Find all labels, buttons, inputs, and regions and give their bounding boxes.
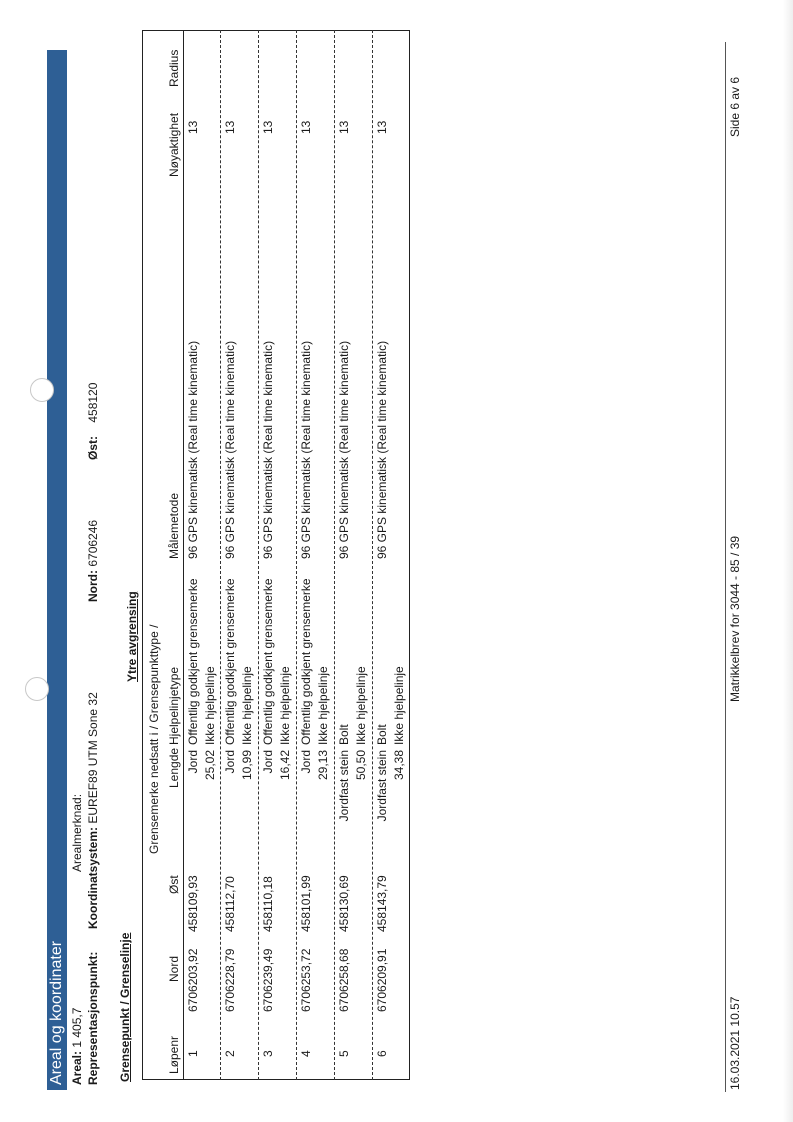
ost-value: 458120 bbox=[86, 382, 100, 423]
row6-type: Bolt bbox=[375, 724, 389, 745]
row3-type: Offentlig godkjent grensemerke bbox=[261, 578, 275, 745]
row2-lengde: 10,99 bbox=[240, 750, 254, 781]
ost-line bbox=[86, 383, 100, 460]
row1-hjelpelinje: Ikke hjelpelinje bbox=[203, 666, 217, 745]
col-header-nord: Nord bbox=[167, 955, 181, 982]
row4-nord: 6706253,72 bbox=[299, 948, 313, 1012]
row4-nedsatt: Jord bbox=[299, 750, 313, 774]
row5-type: Bolt bbox=[337, 724, 351, 745]
row4-hjelpelinje: Ikke hjelpelinje bbox=[316, 666, 330, 745]
row6-lopenr: 6 bbox=[375, 1050, 389, 1057]
row2-malemetode: 96 GPS kinematisk (Real time kinematic) bbox=[223, 340, 237, 559]
koordinatsystem-line bbox=[86, 692, 100, 929]
section-title: Areal og koordinater bbox=[48, 940, 65, 1085]
row-separator bbox=[296, 30, 297, 1080]
row3-nedsatt: Jord bbox=[261, 750, 275, 774]
row5-nedsatt: Jordfast stein bbox=[337, 750, 351, 822]
row6-ost: 458143,79 bbox=[375, 875, 389, 932]
row1-nedsatt: Jord bbox=[186, 750, 200, 774]
areal-line bbox=[70, 1008, 84, 1085]
row5-lengde: 50,50 bbox=[354, 750, 368, 781]
row3-noyaktighet: 13 bbox=[261, 120, 275, 134]
nord-value: 6706246 bbox=[86, 519, 100, 567]
col-header-radius: Radius bbox=[167, 49, 181, 87]
row3-ost: 458110,18 bbox=[261, 876, 275, 932]
row1-nord: 6706203,92 bbox=[186, 948, 200, 1012]
row3-lopenr: 3 bbox=[261, 1050, 275, 1057]
arealmerknad-label: Arealmerknad: bbox=[70, 793, 84, 872]
row6-noyaktighet: 13 bbox=[375, 120, 389, 134]
row-separator bbox=[258, 30, 259, 1080]
row3-malemetode: 96 GPS kinematisk (Real time kinematic) bbox=[261, 340, 275, 559]
row5-hjelpelinje: Ikke hjelpelinje bbox=[354, 666, 368, 745]
col-header-ost: Øst bbox=[167, 875, 181, 894]
row4-type: Offentlig godkjent grensemerke bbox=[299, 578, 313, 745]
row3-hjelpelinje: Ikke hjelpelinje bbox=[278, 666, 292, 745]
koordinatsystem-label: Koordinatsystem: bbox=[86, 826, 100, 929]
row6-nedsatt: Jordfast stein bbox=[375, 750, 389, 822]
col-header-lopenr: Løpenr bbox=[167, 1035, 181, 1074]
row1-ost: 458109,93 bbox=[186, 875, 200, 932]
row3-lengde: 16,42 bbox=[278, 750, 292, 781]
areal-label: Areal: bbox=[70, 1050, 84, 1085]
ytre-avgrensing-heading: Ytre avgrensing bbox=[125, 591, 139, 682]
row2-nedsatt: Jord bbox=[223, 750, 237, 774]
row6-malemetode: 96 GPS kinematisk (Real time kinematic) bbox=[375, 340, 389, 559]
row1-lengde: 25,02 bbox=[203, 750, 217, 781]
row1-lopenr: 1 bbox=[186, 1050, 200, 1057]
row-separator bbox=[372, 30, 373, 1080]
footer-timestamp: 16.03.2021 10.57 bbox=[728, 996, 742, 1090]
col-header-grense-line1: Grensemerke nedsatt i / Grensepunkttype / bbox=[147, 624, 161, 854]
row5-lopenr: 5 bbox=[337, 1050, 351, 1057]
section-title-bar bbox=[47, 50, 67, 1090]
row6-hjelpelinje: Ikke hjelpelinje bbox=[392, 666, 406, 745]
footer-page-number: Side 6 av 6 bbox=[728, 76, 742, 137]
row5-nord: 6706258,68 bbox=[337, 948, 351, 1012]
koordinatsystem-value: EUREF89 UTM Sone 32 bbox=[86, 692, 100, 824]
row1-type: Offentlig godkjent grensemerke bbox=[186, 578, 200, 745]
row3-nord: 6706239,49 bbox=[261, 948, 275, 1012]
nord-line bbox=[86, 520, 100, 602]
row1-malemetode: 96 GPS kinematisk (Real time kinematic) bbox=[186, 340, 200, 559]
row2-hjelpelinje: Ikke hjelpelinje bbox=[240, 666, 254, 745]
punch-hole bbox=[30, 378, 54, 402]
row1-noyaktighet: 13 bbox=[186, 120, 200, 134]
col-header-noyaktighet: Nøyaktighet bbox=[167, 112, 181, 177]
row4-lengde: 29,13 bbox=[316, 750, 330, 781]
row4-noyaktighet: 13 bbox=[299, 120, 313, 134]
ost-label: Øst: bbox=[86, 436, 100, 460]
col-header-malemetode: Målemetode bbox=[167, 492, 181, 559]
nord-label: Nord: bbox=[86, 570, 100, 602]
footer-document: Matrikkelbrev for 3044 - 85 / 39 bbox=[728, 535, 742, 702]
representasjonspunkt-label: Representasjonspunkt: bbox=[86, 951, 100, 1085]
footer-divider bbox=[725, 42, 726, 1092]
row2-ost: 458112,70 bbox=[223, 876, 237, 932]
row6-lengde: 34,38 bbox=[392, 750, 406, 781]
scan-edge bbox=[783, 0, 793, 1122]
row2-noyaktighet: 13 bbox=[223, 120, 237, 134]
areal-value: 1 405,7 bbox=[70, 1007, 84, 1048]
row2-lopenr: 2 bbox=[223, 1050, 237, 1057]
row4-ost: 458101,99 bbox=[299, 875, 313, 932]
row6-nord: 6706209,91 bbox=[375, 948, 389, 1012]
grensepunkt-heading: Grensepunkt / Grenselinje bbox=[118, 932, 132, 1082]
row-separator bbox=[220, 30, 221, 1080]
row4-malemetode: 96 GPS kinematisk (Real time kinematic) bbox=[299, 340, 313, 559]
row2-type: Offentlig godkjent grensemerke bbox=[223, 578, 237, 745]
table-header-divider bbox=[183, 30, 184, 1080]
row4-lopenr: 4 bbox=[299, 1050, 313, 1057]
col-header-lengde: Lengde bbox=[167, 747, 181, 788]
row5-noyaktighet: 13 bbox=[337, 120, 351, 134]
row-separator bbox=[334, 30, 335, 1080]
col-header-hjelpelinjetype: Hjelpelinjetype bbox=[167, 666, 181, 745]
punch-hole bbox=[25, 677, 49, 701]
row5-ost: 458130,69 bbox=[337, 875, 351, 932]
row2-nord: 6706228,79 bbox=[223, 948, 237, 1012]
row5-malemetode: 96 GPS kinematisk (Real time kinematic) bbox=[337, 340, 351, 559]
